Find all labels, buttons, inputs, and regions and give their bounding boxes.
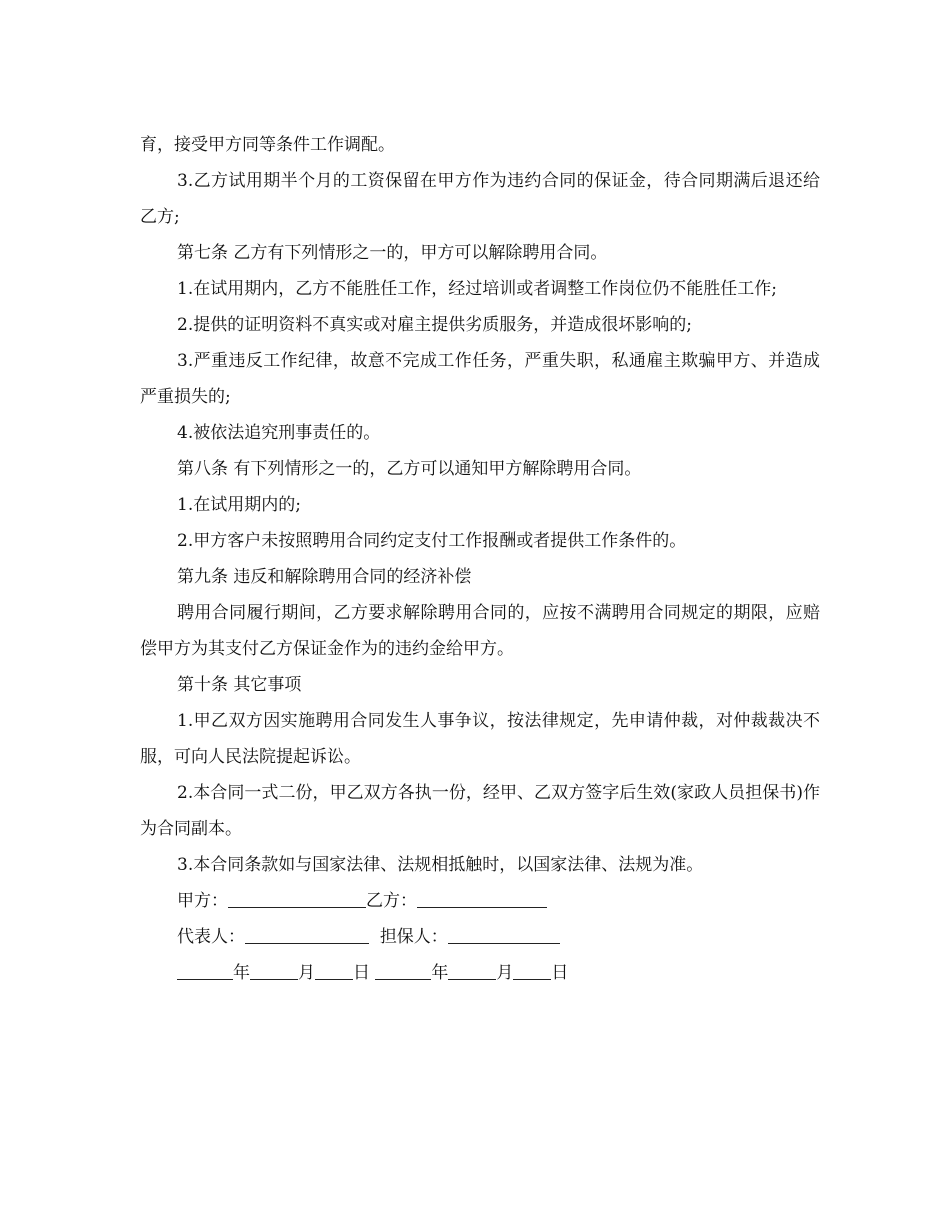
signature-dates-line — [140, 955, 820, 991]
clause-8-item-2: 2.甲方客户未按照聘用合同约定支付工作报酬或者提供工作条件的。 — [177, 531, 687, 551]
date-a-day-label: 日 — [353, 963, 370, 983]
guarantor-blank[interactable] — [448, 925, 560, 944]
clause-7-item-3: 3.严重违反工作纪律，故意不完成工作任务，严重失职，私通雇主欺骗甲方、并造成严重损失的; — [140, 351, 820, 407]
date-a-day-blank[interactable] — [315, 961, 353, 980]
clause-7-item-1: 1.在试用期内，乙方不能胜任工作，经过培训或者调整工作岗位仍不能胜任工作; — [177, 279, 777, 299]
party-a-label: 甲方： — [177, 891, 228, 911]
article-8-heading: 第八条 有下列情形之一的，乙方可以通知甲方解除聘用合同。 — [177, 459, 642, 479]
date-a-year-label: 年 — [233, 963, 250, 983]
signature-representatives-line — [140, 919, 820, 955]
party-a-blank[interactable] — [228, 889, 366, 908]
date-b-day-label: 日 — [551, 963, 569, 983]
article-9-heading: 第九条 违反和解除聘用合同的经济补偿 — [177, 567, 472, 587]
representative-blank[interactable] — [245, 925, 369, 944]
signature-parties-line — [140, 883, 820, 919]
clause-10-item-1: 1.甲乙双方因实施聘用合同发生人事争议，按法律规定，先申请仲裁，对仲裁裁决不服，可向人民法院提起诉讼。 — [140, 711, 820, 767]
representative-label: 代表人： — [177, 927, 245, 947]
article-10-heading: 第十条 其它事项 — [177, 675, 302, 695]
contract-body — [140, 127, 820, 991]
paragraph-continuation: 育，接受甲方同等条件工作调配。 — [140, 135, 395, 155]
clause-6-item-3: 3.乙方试用期半个月的工资保留在甲方作为违约合同的保证金，待合同期满后退还给乙方; — [140, 171, 820, 227]
date-b-year-label: 年 — [431, 963, 449, 983]
date-b-month-label: 月 — [496, 963, 514, 983]
date-a-month-blank[interactable] — [250, 961, 298, 980]
party-b-label: 乙方： — [366, 891, 417, 911]
clause-7-item-2: 2.提供的证明资料不真实或对雇主提供劣质服务，并造成很坏影响的; — [177, 315, 692, 335]
clause-10-item-2: 2.本合同一式二份，甲乙双方各执一份，经甲、乙双方签字后生效(家政人员担保书)作为合同副本。 — [140, 783, 820, 839]
article-7-heading: 第七条 乙方有下列情形之一的，甲方可以解除聘用合同。 — [177, 243, 608, 263]
party-b-blank[interactable] — [417, 889, 547, 908]
date-b-year-blank[interactable] — [375, 961, 431, 980]
date-a-year-blank[interactable] — [177, 961, 233, 980]
guarantor-label: 担保人： — [379, 927, 448, 947]
clause-7-item-4: 4.被依法追究刑事责任的。 — [177, 423, 381, 443]
date-b-day-blank[interactable] — [513, 961, 551, 980]
clause-8-item-1: 1.在试用期内的; — [177, 495, 301, 515]
date-b-month-blank[interactable] — [448, 961, 496, 980]
date-a-month-label: 月 — [298, 963, 315, 983]
article-9-body: 聘用合同履行期间，乙方要求解除聘用合同的，应按不满聘用合同规定的期限，应赔偿甲方为其支付乙方保证金作为的违约金给甲方。 — [140, 603, 820, 659]
clause-10-item-3: 3.本合同条款如与国家法律、法规相抵触时，以国家法律、法规为准。 — [177, 855, 704, 875]
